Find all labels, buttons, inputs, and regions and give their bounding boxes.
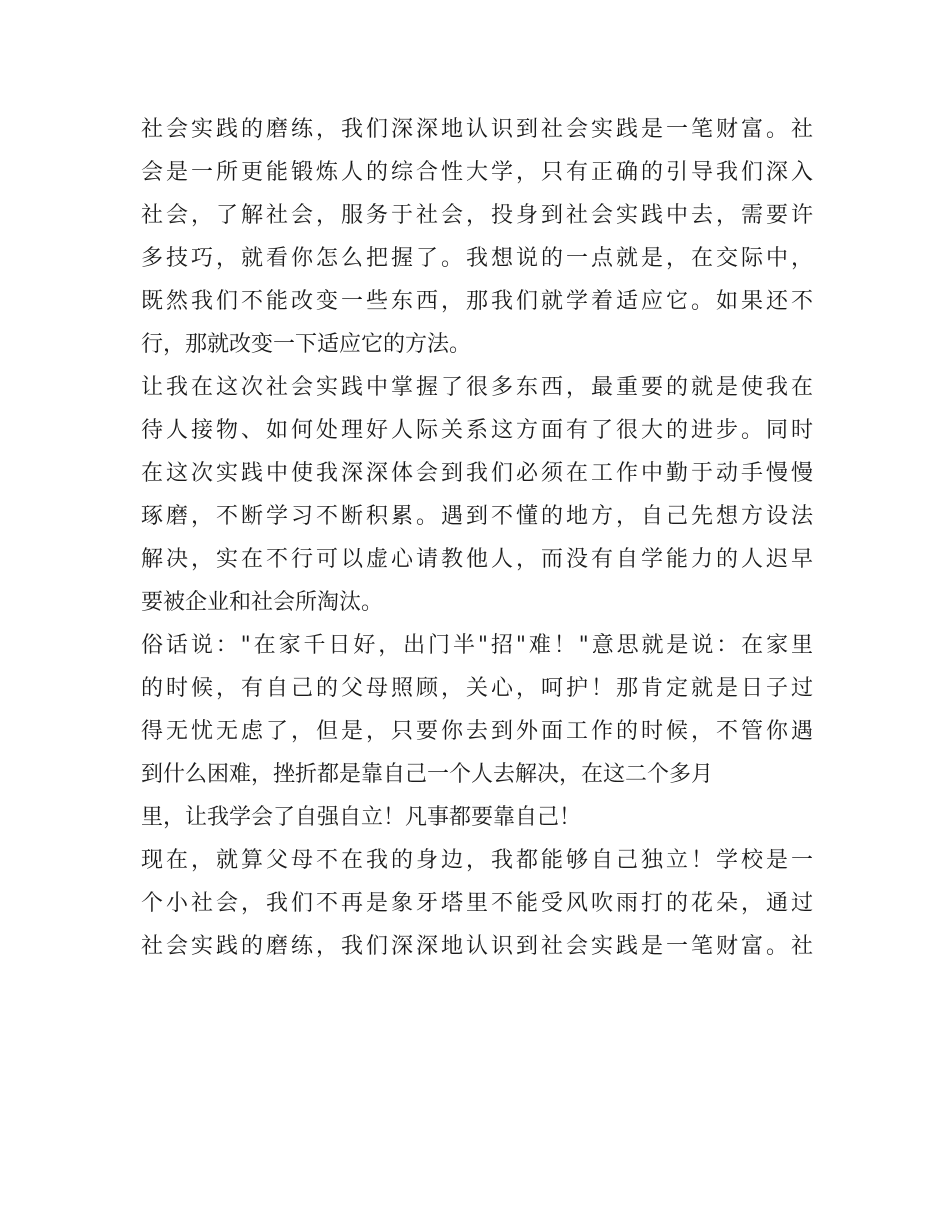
text-line: 到什么困难，挫折都是靠自己一个人去解决，在这二个多月 (141, 762, 714, 787)
text-line: 让我在这次社会实践中掌握了很多东西，最重要的就是使我在 (141, 375, 813, 400)
text-line: 的时候，有自己的父母照顾，关心，呵护！那肯定就是日子过 (141, 676, 813, 701)
text-line: 俗话说："在家千日好，出门半"招"难！"意思就是说：在家里 (141, 633, 813, 658)
text-line: 社会实践的磨练，我们深深地认识到社会实践是一笔财富。社 (141, 934, 813, 959)
text-line: 会是一所更能锻炼人的综合性大学，只有正确的引导我们深入 (141, 160, 813, 185)
text-line: 个小社会，我们不再是象牙塔里不能受风吹雨打的花朵，通过 (141, 891, 813, 916)
body-text (141, 108, 813, 968)
text-line: 现在，就算父母不在我的身边，我都能够自己独立！学校是一 (141, 848, 813, 873)
text-line: 多技巧，就看你怎么把握了。我想说的一点就是，在交际中， (141, 246, 813, 271)
text-line: 解决，实在不行可以虚心请教他人，而没有自学能力的人迟早 (141, 547, 813, 572)
text-line: 社会实践的磨练，我们深深地认识到社会实践是一笔财富。社 (141, 117, 813, 142)
text-line: 既然我们不能改变一些东西，那我们就学着适应它。如果还不 (141, 289, 813, 314)
text-line: 行，那就改变一下适应它的方法。 (141, 332, 472, 357)
text-line: 社会，了解社会，服务于社会，投身到社会实践中去，需要许 (141, 203, 813, 228)
text-line: 里，让我学会了自强自立！凡事都要靠自己！ (141, 805, 582, 830)
text-line: 待人接物、如何处理好人际关系这方面有了很大的进步。同时 (141, 418, 813, 443)
text-line: 琢磨，不断学习不断积累。遇到不懂的地方，自己先想方设法 (141, 504, 813, 529)
text-line: 要被企业和社会所淘汰。 (141, 590, 384, 615)
text-line: 得无忧无虑了，但是，只要你去到外面工作的时候，不管你遇 (141, 719, 813, 744)
text-line: 在这次实践中使我深深体会到我们必须在工作中勤于动手慢慢 (141, 461, 813, 486)
